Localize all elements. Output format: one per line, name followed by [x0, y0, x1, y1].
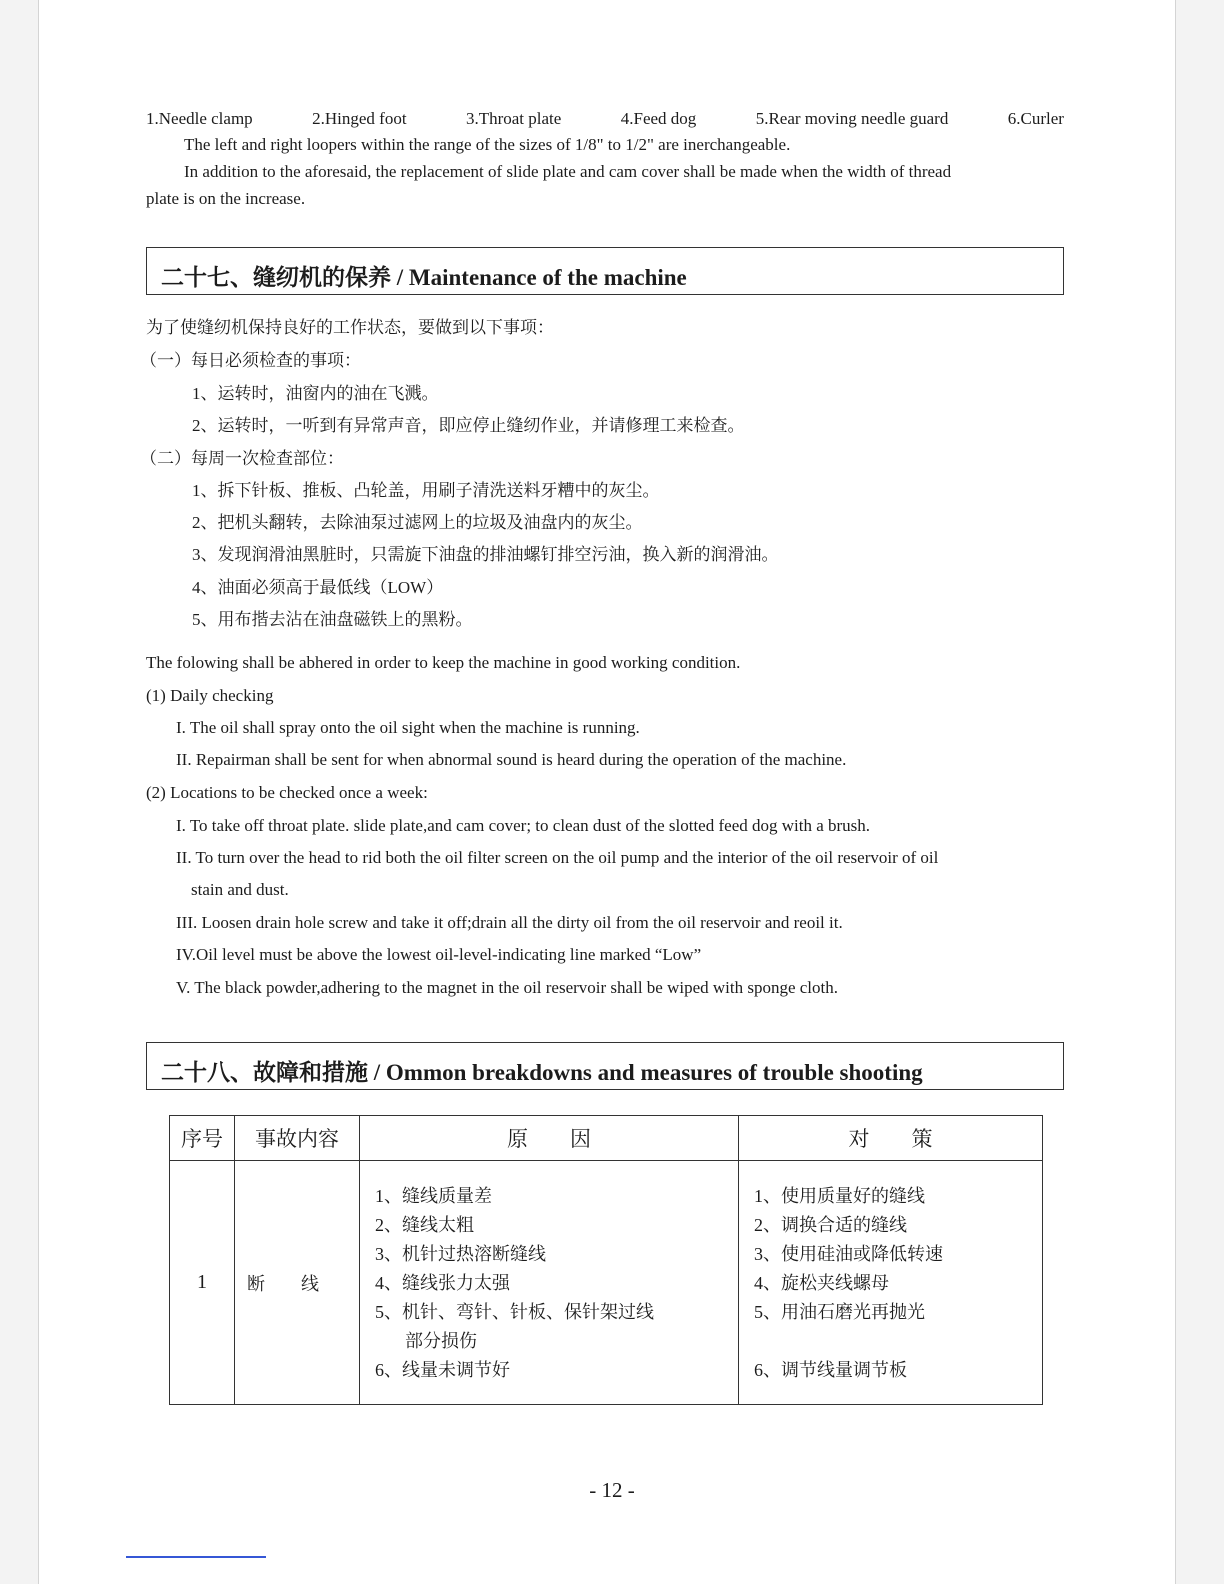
part-label: 4.Feed dog [620, 109, 697, 128]
parts-list [146, 109, 1064, 129]
en-weekly-item: V. The black powder,adhering to the magnet in the oil reservoir shall be wiped with sponge cloth. [176, 978, 839, 997]
cn-daily-item: 1、运转时，油窗内的油在飞溅。 [192, 384, 439, 403]
cause-item: 5、机针、弯针、针板、保针架过线 [375, 1302, 654, 1322]
row-number: 1 [170, 1161, 235, 1405]
measure-item: 4、旋松夹线螺母 [754, 1273, 889, 1293]
section-27-title: 二十七、缝纫机的保养 / Maintenance of the machine [161, 265, 687, 290]
cause-item: 1、缝线质量差 [375, 1186, 492, 1206]
part-label: 3.Throat plate [465, 109, 562, 128]
en-weekly-heading: (2) Locations to be checked once a week: [146, 783, 428, 802]
cn-daily-item: 2、运转时，一听到有异常声音，即应停止缝纫作业，并请修理工来检查。 [192, 416, 745, 435]
en-daily-item: I. The oil shall spray onto the oil sight when the machine is running. [176, 718, 640, 737]
cn-intro: 为了使缝纫机保持良好的工作状态，要做到以下事项： [146, 318, 554, 337]
measure-item: 2、调换合适的缝线 [754, 1215, 907, 1235]
cn-weekly-item: 1、拆下针板、推板、凸轮盖，用刷子清洗送料牙糟中的灰尘。 [192, 481, 660, 500]
cn-daily-heading: （一）每日必须检查的事项： [140, 351, 361, 370]
column-header: 事故内容 [235, 1116, 360, 1161]
column-header: 对 策 [739, 1116, 1043, 1161]
measure-item: 5、用油石磨光再抛光 [754, 1302, 925, 1322]
section-27-header [146, 247, 1064, 295]
cause-cont-text: 部分损伤 [405, 1331, 477, 1351]
en-weekly-item: I. To take off throat plate. slide plate,and cam cover; to clean dust of the slotted feed dog with a brush. [176, 816, 871, 835]
causes-cell [360, 1161, 739, 1405]
section-28-header [146, 1042, 1064, 1090]
column-header: 序号 [170, 1116, 235, 1161]
part-label: 1.Needle clamp [146, 109, 253, 128]
en-daily-item: II. Repairman shall be sent for when abnormal sound is heard during the operation of the machine. [176, 750, 847, 769]
intro-paragraph: The left and right loopers within the range of the sizes of 1/8" to 1/2" are inerchangeable. [184, 135, 791, 154]
part-label: 6.Curler [1007, 109, 1064, 128]
measure-item: 3、使用硅油或降低转速 [754, 1244, 943, 1264]
cause-item-cont [375, 1327, 737, 1356]
table-header-row [170, 1116, 1043, 1161]
cn-weekly-heading: （二）每周一次检查部位： [140, 449, 344, 468]
cn-weekly-item: 2、把机头翻转，去除油泵过滤网上的垃圾及油盘内的灰尘。 [192, 513, 643, 532]
intro-paragraph-cont: plate is on the increase. [146, 189, 306, 208]
measure-item-blank [754, 1327, 1041, 1356]
table-row [170, 1161, 1043, 1405]
cn-weekly-item: 3、发现润滑油黑脏时，只需旋下油盘的排油螺钉排空污油，换入新的润滑油。 [192, 545, 779, 564]
section-28-title: 二十八、故障和措施 / Ommon breakdowns and measures of trouble shooting [161, 1060, 923, 1085]
column-header: 原 因 [360, 1116, 739, 1161]
cn-weekly-item: 5、用布揩去沾在油盘磁铁上的黑粉。 [192, 610, 473, 629]
cause-item: 6、线量未调节好 [375, 1360, 510, 1380]
cause-item: 4、缝线张力太强 [375, 1273, 510, 1293]
footer-link-underline [126, 1556, 266, 1558]
en-weekly-item: III. Loosen drain hole screw and take it off;drain all the dirty oil from the oil reservoir and reoil it. [176, 913, 843, 932]
en-intro: The folowing shall be abhered in order to keep the machine in good working condition. [146, 653, 741, 672]
intro-paragraph: In addition to the aforesaid, the replacement of slide plate and cam cover shall be made when the width of thread [184, 162, 952, 181]
measure-item: 1、使用质量好的缝线 [754, 1186, 925, 1206]
measure-item: 6、调节线量调节板 [754, 1360, 907, 1380]
page-number: - 12 - [589, 1478, 635, 1502]
en-weekly-item: IV.Oil level must be above the lowest oil-level-indicating line marked “Low” [176, 945, 702, 964]
fault-cell: 断 线 [235, 1161, 360, 1405]
troubleshooting-table [169, 1115, 1043, 1405]
part-label: 2.Hinged foot [312, 109, 407, 128]
cause-item: 2、缝线太粗 [375, 1215, 474, 1235]
en-weekly-item: II. To turn over the head to rid both the oil filter screen on the oil pump and the interior of the oil reservoir of oil [176, 848, 939, 867]
cn-weekly-item: 4、油面必须高于最低线（LOW） [192, 578, 444, 597]
en-weekly-item-cont: stain and dust. [191, 880, 289, 899]
measures-cell [739, 1161, 1043, 1405]
part-label: 5.Rear moving needle guard [755, 109, 949, 128]
cause-item: 3、机针过热溶断缝线 [375, 1244, 546, 1264]
en-daily-heading: (1) Daily checking [146, 686, 274, 705]
